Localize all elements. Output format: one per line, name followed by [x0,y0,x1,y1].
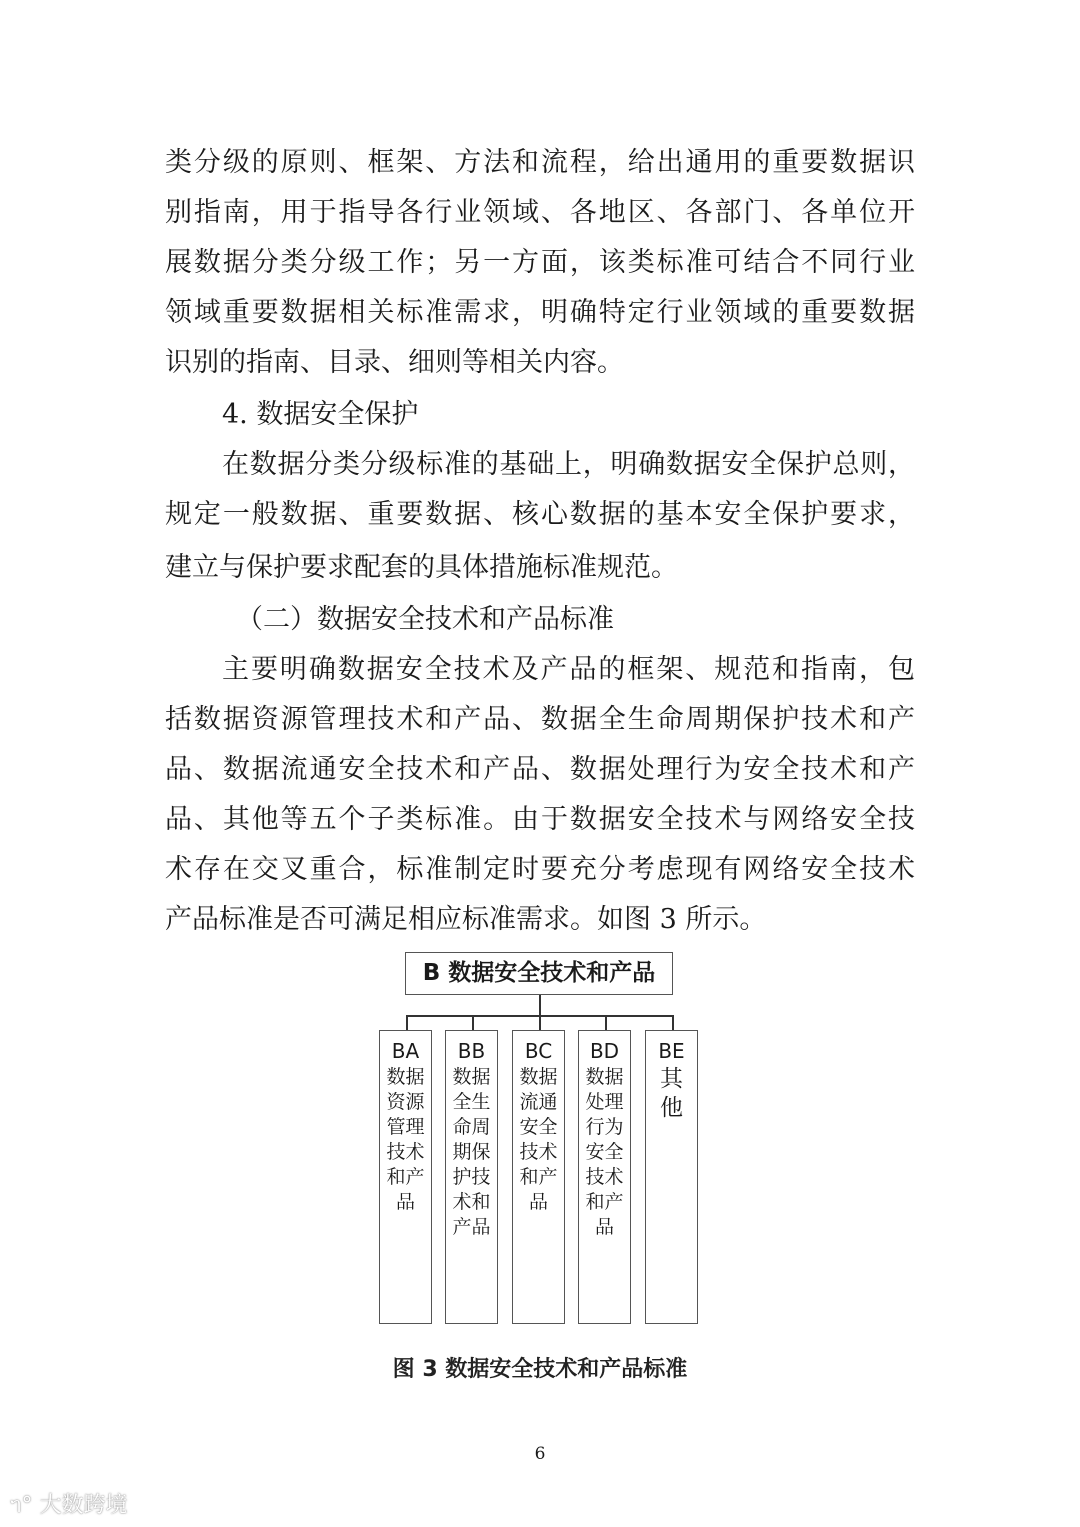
section-heading: 4. 数据安全保护 [222,399,419,430]
paragraph-line: 产品标准是否可满足相应标准需求。如图 3 所示。 [165,904,767,935]
node-name: 数据处理行为安全技术和产品 [585,1066,624,1238]
paragraph-line: 术存在交叉重合，标准制定时要充分考虑现有网络安全技术 [165,854,915,885]
connector [539,1015,541,1030]
paragraph-line: 主要明确数据安全技术及产品的框架、规范和指南，包 [222,654,915,685]
paragraph-line: 在数据分类分级标准的基础上，明确数据安全保护总则， [222,449,915,480]
node-code: BA [391,1039,420,1063]
paragraph-line: 品、其他等五个子类标准。由于数据安全技术与网络安全技 [165,804,915,835]
connector [406,1015,408,1030]
node-name: 其他 [660,1066,683,1121]
connector [539,995,541,1015]
watermark-logo-icon: ᥐ° [10,1493,40,1518]
watermark-text: 大数跨境 [39,1493,128,1518]
connector [672,1015,674,1030]
node-name: 数据流通安全技术和产品 [519,1066,558,1213]
paragraph-line: 展数据分类分级工作；另一方面，该类标准可结合不同行业 [165,247,915,278]
paragraph-line: 领域重要数据相关标准需求，明确特定行业领域的重要数据 [165,297,915,328]
paragraph-line: 类分级的原则、框架、方法和流程，给出通用的重要数据识 [165,147,915,178]
paragraph-line: 规定一般数据、重要数据、核心数据的基本安全保护要求， [165,499,915,530]
paragraph-line: 识别的指南、目录、细则等相关内容。 [165,347,624,378]
node-name: 数据资源管理技术和产品 [386,1066,425,1213]
diagram-node-ba [379,1030,432,1324]
watermark [10,1488,128,1519]
section-heading: （二）数据安全技术和产品标准 [236,604,614,635]
diagram-node-bd [578,1030,631,1324]
node-code: BE [658,1039,685,1063]
connector [472,1015,474,1030]
paragraph-line: 别指南，用于指导各行业领域、各地区、各部门、各单位开 [165,197,915,228]
paragraph-line: 建立与保护要求配套的具体措施标准规范。 [165,552,678,583]
node-name: 数据全生命周期保护技术和产品 [452,1066,491,1238]
diagram-node-bc [512,1030,565,1324]
diagram-node-be [645,1030,698,1324]
diagram-root-node: B 数据安全技术和产品 [405,952,673,995]
node-code: BC [524,1039,553,1063]
paragraph-line: 括数据资源管理技术和产品、数据全生命周期保护技术和产 [165,704,915,735]
node-code: BB [457,1039,486,1063]
connector [605,1015,607,1030]
diagram-node-bb [445,1030,498,1324]
node-code: BD [589,1039,620,1063]
page-number: 6 [534,1444,546,1464]
paragraph-line: 品、数据流通安全技术和产品、数据处理行为安全技术和产 [165,754,915,785]
figure-caption: 图 3 数据安全技术和产品标准 [392,1357,688,1382]
